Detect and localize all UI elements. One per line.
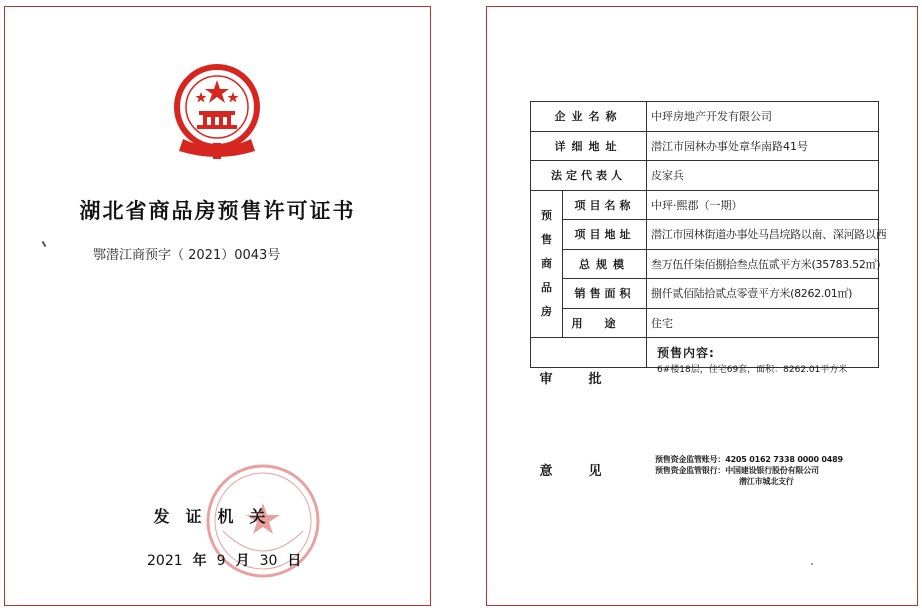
approval-label-cell: [531, 338, 647, 479]
certificate-cover-page: [4, 6, 431, 606]
usage-value: 住宅: [647, 308, 879, 338]
project-name-label: 项目名称: [563, 190, 647, 220]
table-row-legal-rep: [531, 161, 879, 191]
approval-label-bottom: 意见: [539, 464, 638, 479]
scan-speck: [811, 563, 813, 565]
table-row-approval: [531, 338, 879, 368]
section-char: 商: [541, 256, 552, 270]
project-address-value: 潜江市园林街道办事处马昌垸路以南、深河路以西: [647, 220, 879, 250]
sale-area-value: 捌仟贰佰陆拾贰点零壹平方米(8262.01㎡): [647, 279, 879, 309]
section-char: 预: [541, 208, 552, 222]
national-emblem-icon: [163, 59, 271, 161]
supervision-bank: 预售资金监管银行：中国建设银行股份有限公司: [655, 466, 819, 475]
total-area-value: 叁万伍仟柒佰捌拾叁点伍贰平方米(35783.52㎡): [647, 249, 879, 279]
presale-section-label: [531, 190, 563, 338]
usage-label: 用途: [563, 308, 647, 338]
certificate-number: 鄂潜江商预字（ 2021）0043号: [93, 248, 281, 263]
presale-heading: 预售内容:: [657, 346, 715, 360]
issue-year: 2021: [147, 553, 183, 569]
presale-content: 6#楼18层，住宅69套，面积：8262.01平方米: [657, 365, 848, 375]
month-label: 月: [235, 553, 250, 569]
section-char: 房: [541, 304, 552, 318]
approval-content-cell: [647, 338, 879, 486]
issue-day: 30: [259, 553, 278, 569]
project-address-label: 项目地址: [563, 220, 647, 250]
table-row-sale-area: [531, 279, 879, 309]
table-row-usage: [531, 308, 879, 338]
supervision-branch: 潜江市城北支行: [739, 477, 794, 486]
table-row-project-name: [531, 190, 879, 220]
approval-label-top: 审批: [539, 372, 638, 387]
table-row-address: [531, 131, 879, 161]
sale-area-label: 销售面积: [563, 279, 647, 309]
day-label: 日: [287, 553, 302, 569]
issuing-authority: 发证机关: [153, 507, 282, 526]
company-value: 中玶房地产开发有限公司: [647, 102, 879, 132]
certificate-title: 湖北省商品房预售许可证书: [79, 199, 356, 223]
address-value: 潜江市园林办事处章华南路41号: [647, 131, 879, 161]
table-row-total-area: [531, 249, 879, 279]
table-row-project-address: [531, 220, 879, 250]
section-char: 品: [541, 280, 552, 294]
address-label: 详细地址: [531, 131, 647, 161]
issue-date: [147, 550, 311, 570]
stray-mark: [42, 241, 47, 247]
total-area-label: 总规模: [563, 249, 647, 279]
section-char: 售: [541, 232, 552, 246]
certificate-detail-page: [486, 6, 918, 606]
legal-rep-value: 皮家兵: [647, 161, 879, 191]
year-label: 年: [192, 553, 207, 569]
supervision-account: 预售资金监管账号：4205 0162 7338 0000 0489: [655, 455, 843, 464]
legal-rep-label: 法定代表人: [531, 161, 647, 191]
presale-info-table: [530, 101, 887, 486]
issue-month: 9: [216, 553, 226, 569]
table-row-company: [531, 102, 879, 132]
company-label: 企业名称: [531, 102, 647, 132]
project-name-value: 中玶·熙郡（一期）: [647, 190, 879, 220]
